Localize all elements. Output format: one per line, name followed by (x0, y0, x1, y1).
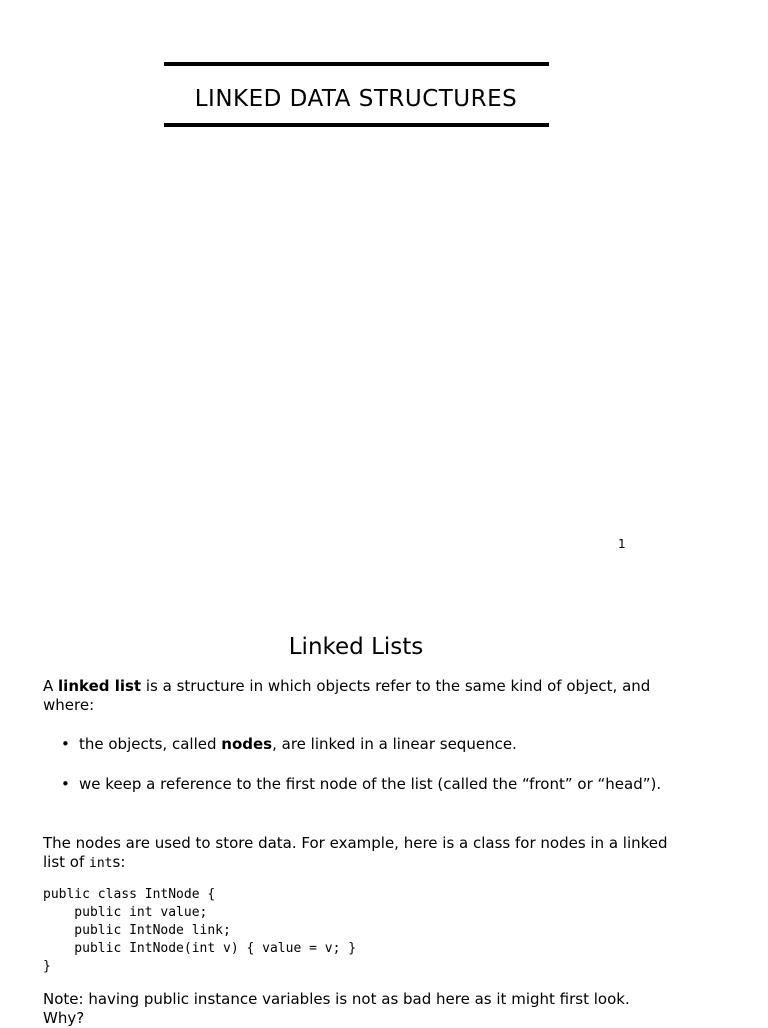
page-title: LINKED DATA STRUCTURES (194, 86, 518, 112)
bullet-text-before: the objects, called (79, 735, 222, 753)
bullet-text-after: , are linked in a linear sequence. (272, 735, 517, 753)
data-paragraph (43, 834, 671, 873)
title-rule-top (164, 62, 549, 66)
intro-term: linked list (58, 677, 142, 695)
intro-text-before: A (43, 677, 59, 695)
data-text-after: s: (112, 853, 126, 871)
note-paragraph: Note: having public instance variables is not as bad here as it might first look. Why? (43, 990, 630, 1027)
section-heading: Linked Lists (288, 634, 424, 660)
code-line: } (43, 959, 51, 974)
bullet-term: nodes (221, 735, 273, 753)
page-number: 1 (618, 537, 626, 551)
intro-text-after: is a structure in which objects refer to the same kind of object, and where: (43, 677, 651, 714)
code-block (43, 886, 356, 976)
bullet-icon: • (61, 735, 70, 753)
intro-paragraph (43, 677, 671, 715)
code-line: public IntNode(int v) { value = v; } (43, 941, 357, 956)
code-line: public IntNode link; (43, 923, 231, 938)
list-item (43, 775, 671, 794)
code-line: public int value; (43, 905, 208, 920)
bullet-text: we keep a reference to the first node of the list (called the “front” or “head”). (79, 775, 662, 793)
bullet-list (43, 735, 671, 794)
inline-code-term: int (89, 856, 113, 871)
data-text-before: The nodes are used to store data. For example, here is a class for nodes in a linked list of (43, 834, 668, 871)
list-item (43, 735, 671, 754)
code-line: public class IntNode { (43, 887, 216, 902)
bullet-icon: • (61, 775, 70, 793)
title-rule-bottom (164, 123, 549, 127)
